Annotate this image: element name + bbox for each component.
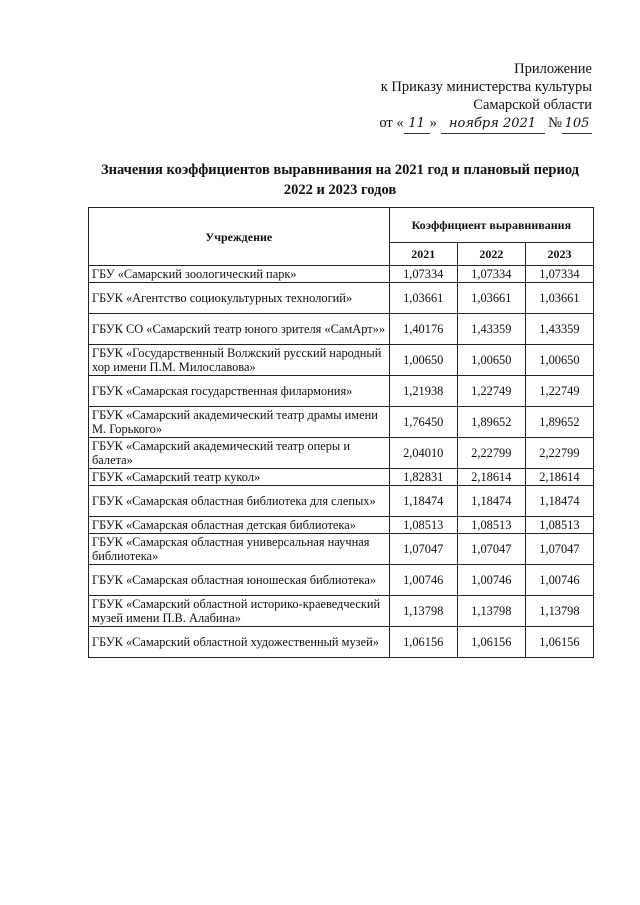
value-2022: 1,06156 — [457, 627, 525, 658]
value-2022: 1,18474 — [457, 486, 525, 517]
date-separator: » — [429, 115, 437, 131]
value-2021: 1,18474 — [389, 486, 457, 517]
title-line-1: Значения коэффициентов выравнивания на 2021 год и плановый период — [100, 162, 580, 178]
table-row — [89, 596, 594, 627]
value-2022: 1,13798 — [457, 596, 525, 627]
value-2023: 1,22749 — [525, 376, 593, 407]
value-2021: 1,21938 — [389, 376, 457, 407]
value-2021: 1,08513 — [389, 517, 457, 534]
column-header-2022: 2022 — [457, 243, 525, 266]
table-row — [89, 517, 594, 534]
table-row — [89, 266, 594, 283]
institution-name: ГБУК «Самарская областная универсальная научная библиотека» — [89, 534, 390, 565]
order-number: 105 — [562, 115, 592, 134]
value-2023: 1,03661 — [525, 283, 593, 314]
value-2022: 1,00650 — [457, 345, 525, 376]
date-prefix: от « — [379, 115, 404, 131]
value-2021: 1,76450 — [389, 407, 457, 438]
value-2021: 1,13798 — [389, 596, 457, 627]
table-row — [89, 486, 594, 517]
value-2021: 1,40176 — [389, 314, 457, 345]
institution-name: ГБУК «Самарская областная юношеская библиотека» — [89, 565, 390, 596]
page-title — [70, 160, 610, 200]
value-2023: 1,07334 — [525, 266, 593, 283]
institution-name: ГБУК «Самарский областной историко-краеведческий музей имени П.В. Алабина» — [89, 596, 390, 627]
value-2023: 1,00746 — [525, 565, 593, 596]
table-row — [89, 534, 594, 565]
table-row — [89, 283, 594, 314]
institution-name: ГБУК «Самарская областная детская библиотека» — [89, 517, 390, 534]
value-2023: 2,18614 — [525, 469, 593, 486]
value-2023: 2,22799 — [525, 438, 593, 469]
institution-name: ГБУК «Агентство социокультурных технологий» — [89, 283, 390, 314]
value-2021: 1,00746 — [389, 565, 457, 596]
value-2022: 1,08513 — [457, 517, 525, 534]
coefficients-table — [88, 207, 594, 658]
value-2022: 1,00746 — [457, 565, 525, 596]
institution-name: ГБУК «Самарский академический театр драмы имени М. Горького» — [89, 407, 390, 438]
table-row — [89, 376, 594, 407]
table-row — [89, 438, 594, 469]
institution-name: ГБУК «Самарский театр кукол» — [89, 469, 390, 486]
value-2023: 1,08513 — [525, 517, 593, 534]
table-row — [89, 345, 594, 376]
institution-name: ГБУК «Государственный Волжский русский народный хор имени П.М. Милославова» — [89, 345, 390, 376]
value-2022: 2,22799 — [457, 438, 525, 469]
value-2022: 1,07047 — [457, 534, 525, 565]
value-2022: 1,43359 — [457, 314, 525, 345]
institution-name: ГБУК «Самарский академический театр оперы и балета» — [89, 438, 390, 469]
value-2021: 1,03661 — [389, 283, 457, 314]
value-2023: 1,06156 — [525, 627, 593, 658]
value-2021: 1,07334 — [389, 266, 457, 283]
column-header-2021: 2021 — [389, 243, 457, 266]
value-2022: 2,18614 — [457, 469, 525, 486]
region-name: Самарской области — [473, 97, 592, 113]
value-2022: 1,07334 — [457, 266, 525, 283]
order-reference: к Приказу министерства культуры — [380, 79, 592, 95]
institution-name: ГБУ «Самарский зоологический парк» — [89, 266, 390, 283]
value-2023: 1,07047 — [525, 534, 593, 565]
order-month-year: ноября 2021 — [441, 115, 545, 134]
value-2021: 2,04010 — [389, 438, 457, 469]
institution-name: ГБУК «Самарская областная библиотека для слепых» — [89, 486, 390, 517]
value-2022: 1,03661 — [457, 283, 525, 314]
value-2023: 1,00650 — [525, 345, 593, 376]
value-2023: 1,13798 — [525, 596, 593, 627]
institution-name: ГБУК «Самарская государственная филармония» — [89, 376, 390, 407]
value-2022: 1,89652 — [457, 407, 525, 438]
table-row — [89, 627, 594, 658]
value-2023: 1,43359 — [525, 314, 593, 345]
column-header-2023: 2023 — [525, 243, 593, 266]
value-2023: 1,18474 — [525, 486, 593, 517]
appendix-label: Приложение — [514, 61, 592, 77]
table-row — [89, 407, 594, 438]
value-2021: 1,07047 — [389, 534, 457, 565]
column-header-coefficient: Коэффициент выравнивания — [389, 208, 593, 243]
title-line-2: 2022 и 2023 годов — [283, 182, 397, 198]
column-header-institution: Учреждение — [89, 208, 390, 266]
institution-name: ГБУК «Самарский областной художественный музей» — [89, 627, 390, 658]
table-row — [89, 565, 594, 596]
table-row — [89, 469, 594, 486]
value-2021: 1,06156 — [389, 627, 457, 658]
order-day: 11 — [404, 115, 430, 134]
value-2023: 1,89652 — [525, 407, 593, 438]
table-row — [89, 314, 594, 345]
order-date-line — [292, 114, 592, 134]
value-2022: 1,22749 — [457, 376, 525, 407]
value-2021: 1,00650 — [389, 345, 457, 376]
number-label: № — [548, 115, 562, 131]
value-2021: 1,82831 — [389, 469, 457, 486]
institution-name: ГБУК СО «Самарский театр юного зрителя «СамАрт»» — [89, 314, 390, 345]
document-header — [292, 60, 592, 134]
